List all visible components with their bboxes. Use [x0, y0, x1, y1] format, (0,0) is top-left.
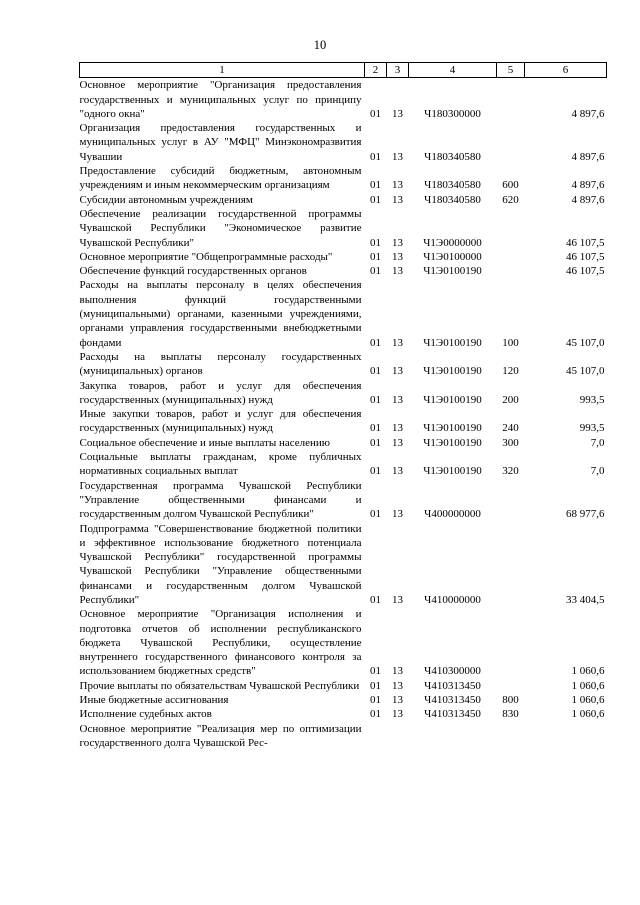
- row-expense-type-cell: [497, 479, 525, 522]
- row-expense-type-cell: [497, 207, 525, 250]
- row-subsection-cell: 13: [392, 179, 403, 192]
- row-subsection-cell: 13: [392, 593, 403, 606]
- row-target-article-cell: Ч410300000: [424, 665, 481, 678]
- row-section-cell: 01: [370, 193, 381, 206]
- row-expense-type-cell: [497, 121, 525, 164]
- row-name-cell: Государственная программа Чувашской Республики "Управление общественными финансами и государственным долгом Чувашской Республики": [79, 479, 362, 521]
- row-name-cell: Подпрограмма "Совершенствование бюджетной политики и эффективное использование бюджетного потенциала Чувашской Республики" государственной программы Чувашской Республики "Управление общественными финансами и государственным долгом Чувашской Республики": [79, 522, 362, 606]
- row-amount-cell: 45 107,0: [566, 365, 605, 378]
- table-row: [80, 164, 607, 193]
- row-expense-type-cell: 120: [502, 365, 519, 378]
- table-header-row: [80, 63, 607, 78]
- row-subsection-cell: 13: [392, 150, 403, 163]
- row-name-cell: Иные закупки товаров, работ и услуг для обеспечения государственных (муниципальных) нужд: [79, 408, 362, 435]
- row-amount-cell: 1 060,6: [571, 679, 605, 692]
- row-expense-type-cell: [497, 522, 525, 608]
- row-subsection-cell: 13: [392, 236, 403, 249]
- row-expense-type-cell: 600: [502, 179, 519, 192]
- table-row: [80, 207, 607, 250]
- row-amount-cell: 4 897,6: [571, 193, 605, 206]
- row-subsection-cell: 13: [392, 107, 403, 120]
- row-amount-cell: 45 107,0: [566, 336, 605, 349]
- row-amount-cell: 4 897,6: [571, 179, 605, 192]
- row-amount-cell: 7,0: [590, 436, 605, 449]
- row-subsection-cell: 13: [392, 336, 403, 349]
- row-amount-cell: 46 107,5: [566, 236, 605, 249]
- table-row: [80, 450, 607, 479]
- table-row: [80, 250, 607, 264]
- row-target-article-cell: Ч1Э0100000: [423, 250, 482, 263]
- row-section-cell: 01: [370, 465, 381, 478]
- row-name-cell: Прочие выплаты по обязательствам Чувашской Республики: [79, 679, 360, 692]
- row-name-cell: Социальные выплаты гражданам, кроме публичных нормативных социальных выплат: [79, 451, 362, 478]
- row-name-cell: Иные бюджетные ассигнования: [79, 694, 229, 707]
- row-target-article-cell: Ч180340580: [424, 179, 481, 192]
- row-amount-cell: 68 977,6: [566, 508, 605, 521]
- row-target-article-cell: Ч1Э0100190: [423, 265, 482, 278]
- table-row: [80, 193, 607, 207]
- row-section-cell: 01: [370, 679, 381, 692]
- header-col-6: 6: [525, 63, 607, 78]
- row-target-article-cell: Ч1Э0100190: [423, 393, 482, 406]
- row-section-cell: [365, 722, 387, 751]
- row-subsection-cell: [387, 722, 409, 751]
- row-expense-type-cell: 200: [502, 393, 519, 406]
- row-subsection-cell: 13: [392, 436, 403, 449]
- row-expense-type-cell: 300: [502, 436, 519, 449]
- row-section-cell: 01: [370, 150, 381, 163]
- row-expense-type-cell: 320: [502, 465, 519, 478]
- header-col-3: 3: [387, 63, 409, 78]
- row-subsection-cell: 13: [392, 250, 403, 263]
- row-subsection-cell: 13: [392, 508, 403, 521]
- row-target-article-cell: Ч410313450: [424, 679, 481, 692]
- row-section-cell: 01: [370, 708, 381, 721]
- row-name-cell: Обеспечение реализации государственной программы Чувашской Республики "Экономическое развитие Чувашской Республики": [79, 207, 362, 249]
- row-name-cell: Расходы на выплаты персоналу государственных (муниципальных) органов: [79, 350, 362, 378]
- row-amount-cell: 1 060,6: [571, 665, 605, 678]
- header-col-4: 4: [409, 63, 497, 78]
- row-section-cell: 01: [370, 665, 381, 678]
- row-target-article-cell: Ч410313450: [424, 708, 481, 721]
- row-subsection-cell: 13: [392, 694, 403, 707]
- row-section-cell: 01: [370, 336, 381, 349]
- row-expense-type-cell: 830: [502, 708, 519, 721]
- table-row: [80, 407, 607, 436]
- row-section-cell: 01: [370, 236, 381, 249]
- row-section-cell: 01: [370, 508, 381, 521]
- table-row: [80, 522, 607, 608]
- budget-table: [79, 62, 607, 750]
- row-expense-type-cell: [497, 607, 525, 678]
- row-name-cell: Предоставление субсидий бюджетным, автономным учреждениям и иным некоммерческим организациям: [79, 165, 362, 192]
- row-expense-type-cell: 800: [502, 694, 519, 707]
- row-name-cell: Основное мероприятие "Организация предоставления государственных и муниципальных услуг по принципу "одного окна": [79, 79, 362, 120]
- row-subsection-cell: 13: [392, 465, 403, 478]
- row-expense-type-cell: [497, 264, 525, 278]
- page-number: 10: [313, 38, 327, 52]
- table-row: [80, 78, 607, 121]
- row-name-cell: Обеспечение функций государственных органов: [79, 265, 307, 278]
- row-section-cell: 01: [370, 393, 381, 406]
- row-target-article-cell: Ч180340580: [424, 193, 481, 206]
- row-section-cell: 01: [370, 250, 381, 263]
- row-section-cell: 01: [370, 107, 381, 120]
- row-amount-cell: 46 107,5: [566, 250, 605, 263]
- row-section-cell: 01: [370, 422, 381, 435]
- row-amount-cell: 4 897,6: [571, 107, 605, 120]
- row-subsection-cell: 13: [392, 708, 403, 721]
- row-target-article-cell: [409, 722, 497, 751]
- table-row: [80, 278, 607, 349]
- table-row: [80, 722, 607, 751]
- row-expense-type-cell: [497, 250, 525, 264]
- table-row: [80, 693, 607, 707]
- table-row: [80, 350, 607, 379]
- row-subsection-cell: 13: [392, 365, 403, 378]
- row-amount-cell: [525, 722, 607, 751]
- table-row: [80, 264, 607, 278]
- row-target-article-cell: Ч1Э0100190: [423, 365, 482, 378]
- row-amount-cell: 46 107,5: [566, 265, 605, 278]
- row-name-cell: Социальное обеспечение и иные выплаты населению: [79, 436, 331, 449]
- row-expense-type-cell: [497, 722, 525, 751]
- row-subsection-cell: 13: [392, 422, 403, 435]
- table-row: [80, 379, 607, 408]
- row-amount-cell: 993,5: [579, 393, 605, 406]
- row-amount-cell: 7,0: [590, 465, 605, 478]
- table-row: [80, 607, 607, 678]
- row-amount-cell: 1 060,6: [571, 708, 605, 721]
- table-row: [80, 121, 607, 164]
- row-name-cell: Основное мероприятие "Общепрограммные расходы": [79, 250, 333, 263]
- row-section-cell: 01: [370, 365, 381, 378]
- row-target-article-cell: Ч1Э0100190: [423, 465, 482, 478]
- row-subsection-cell: 13: [392, 265, 403, 278]
- header-col-2: 2: [365, 63, 387, 78]
- row-name-cell: Расходы на выплаты персоналу в целях обеспечения выполнения функций государственными (муниципальными) органами, казенными учреждениями, органами управления государственными внебюджетными фондами: [79, 279, 362, 349]
- row-section-cell: 01: [370, 694, 381, 707]
- row-target-article-cell: Ч180300000: [424, 107, 481, 120]
- table-row: [80, 707, 607, 721]
- row-subsection-cell: 13: [392, 193, 403, 206]
- row-expense-type-cell: 100: [502, 336, 519, 349]
- row-amount-cell: 993,5: [579, 422, 605, 435]
- row-target-article-cell: Ч180340580: [424, 150, 481, 163]
- row-expense-type-cell: [497, 679, 525, 693]
- row-expense-type-cell: [497, 78, 525, 121]
- row-section-cell: 01: [370, 593, 381, 606]
- row-target-article-cell: Ч410313450: [424, 694, 481, 707]
- row-amount-cell: 33 404,5: [566, 593, 605, 606]
- row-target-article-cell: Ч1Э0100190: [423, 422, 482, 435]
- row-amount-cell: 1 060,6: [571, 694, 605, 707]
- table-row: [80, 436, 607, 450]
- row-section-cell: 01: [370, 436, 381, 449]
- row-section-cell: 01: [370, 179, 381, 192]
- row-target-article-cell: Ч1Э0100190: [423, 336, 482, 349]
- header-col-5: 5: [497, 63, 525, 78]
- row-expense-type-cell: 620: [502, 193, 519, 206]
- row-subsection-cell: 13: [392, 679, 403, 692]
- row-subsection-cell: 13: [392, 393, 403, 406]
- table-row: [80, 479, 607, 522]
- row-target-article-cell: Ч400000000: [424, 508, 481, 521]
- row-name-cell: Закупка товаров, работ и услуг для обеспечения государственных (муниципальных) нужд: [79, 379, 362, 406]
- row-target-article-cell: Ч1Э0000000: [423, 236, 482, 249]
- table-row: [80, 679, 607, 693]
- row-section-cell: 01: [370, 265, 381, 278]
- row-name-cell: Субсидии автономным учреждениям: [79, 193, 253, 206]
- row-target-article-cell: Ч410000000: [424, 593, 481, 606]
- row-name-cell: Основное мероприятие "Реализация мер по оптимизации государственного долга Чувашской Рес-: [79, 722, 362, 749]
- row-amount-cell: 4 897,6: [571, 150, 605, 163]
- row-name-cell: Организация предоставления государственных и муниципальных услуг в АУ "МФЦ" Минэкономразвития Чувашии: [79, 122, 362, 163]
- row-subsection-cell: 13: [392, 665, 403, 678]
- row-target-article-cell: Ч1Э0100190: [423, 436, 482, 449]
- header-col-1: 1: [80, 63, 365, 78]
- row-expense-type-cell: 240: [502, 422, 519, 435]
- row-name-cell: Исполнение судебных актов: [79, 708, 212, 721]
- row-name-cell: Основное мероприятие "Организация исполнения и подготовка отчетов об исполнении республиканского бюджета Чувашской Республики, осуществление внутреннего государственного финансового контроля за использованием бюджетных средств": [79, 608, 362, 678]
